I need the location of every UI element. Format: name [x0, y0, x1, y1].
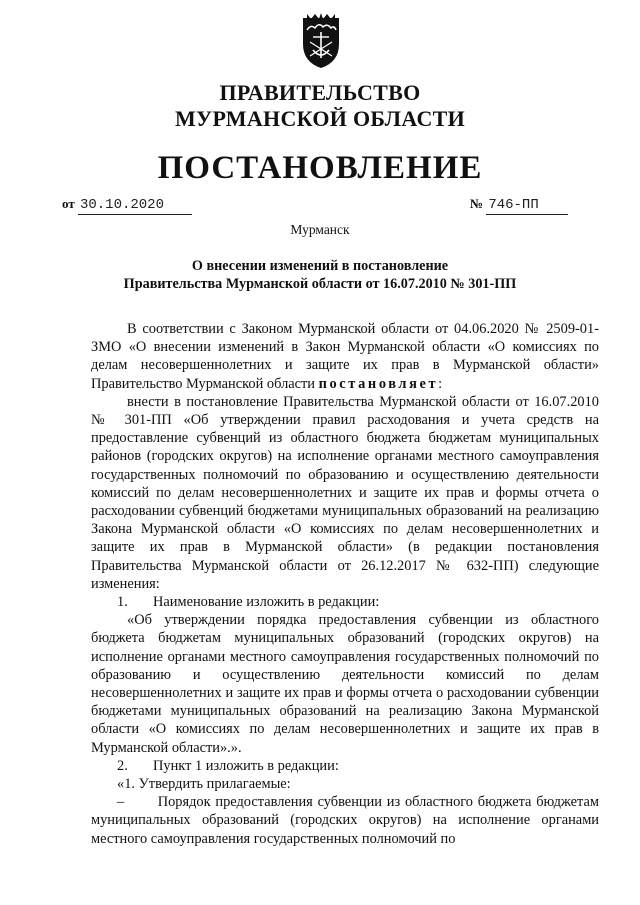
preamble-text: В соответствии с Законом Мурманской области от 04.06.2020 № 2509-01-ЗМО «О внесении изменений в Закон Мурманской области «О комиссиях по делам несовершеннолетних и защите их прав в Мурманской области» Правительство Мурманской области [91, 321, 599, 392]
org-title-line1: ПРАВИТЕЛЬСТВО [219, 80, 421, 105]
paragraph-preamble [91, 320, 599, 393]
document-body [91, 320, 599, 848]
paragraph-approve: «1. Утвердить прилагаемые: [117, 776, 291, 793]
paragraph-procedure: – Порядок предоставления субвенции из областного бюджета бюджетам муниципальных образований (городских округов) на исполнение органами местного самоуправления государственных полномочий по [91, 794, 599, 847]
paragraph-amend: внести в постановление Правительства Мурманской области от 16.07.2010 № 301-ПП «Об утверждении правил расходования и учета средств на предоставление субвенций из областного бюджета бюджетам муниципальных районов (городских округов) на исполнение органами местного самоуправления государственных полномочий по образованию и осуществлению деятельности комиссий по делам несовершеннолетних и защите их прав и формы отчета о расходовании субвенций бюджетами муниципальных образований на реализацию Закона Мурманской области «О комиссиях по делам несовершеннолетних и защите их прав в Мурманской области» (в редакции постановления Правительства Мурманской области от 26.12.2017 № 632-ПП) следующие изменения: [91, 393, 599, 592]
number-label: № [470, 196, 484, 211]
resolves-word: постановляет [318, 375, 439, 392]
subject-line2: Правительства Мурманской области от 16.07.2010 № 301-ПП [123, 276, 517, 292]
date-label: от [62, 196, 75, 211]
coat-of-arms-icon [297, 12, 345, 70]
paragraph-item-2: 2. Пункт 1 изложить в редакции: [117, 757, 339, 774]
preamble-end: : [438, 375, 443, 392]
number-row [470, 196, 568, 215]
paragraph-new-title: «Об утверждении порядка предоставления субвенции из областного бюджета бюджетам муниципальных образований (городских округов) на исполнение органами местного самоуправления государственных полномочий по образованию и осуществлению деятельности комиссий по делам несовершеннолетних и защите их прав и формы отчета о расходовании субвенции бюджетами муниципальных образований на реализацию Закона Мурманской области «О комиссиях по делам несовершеннолетних и защите их прав в Мурманской области».». [91, 612, 599, 756]
city: Мурманск [290, 222, 350, 237]
document-type: ПОСТАНОВЛЕНИЕ [157, 150, 483, 186]
date-row [62, 196, 192, 215]
date-field [78, 196, 192, 215]
subject-line1: О внесении изменений в постановление [191, 258, 449, 274]
number-value: 746-ПП [488, 197, 539, 213]
paragraph-item-1: 1. Наименование изложить в редакции: [117, 594, 380, 611]
date-value: 30.10.2020 [79, 197, 164, 213]
number-field [486, 196, 568, 215]
org-title-line2: МУРМАНСКОЙ ОБЛАСТИ [174, 106, 466, 131]
